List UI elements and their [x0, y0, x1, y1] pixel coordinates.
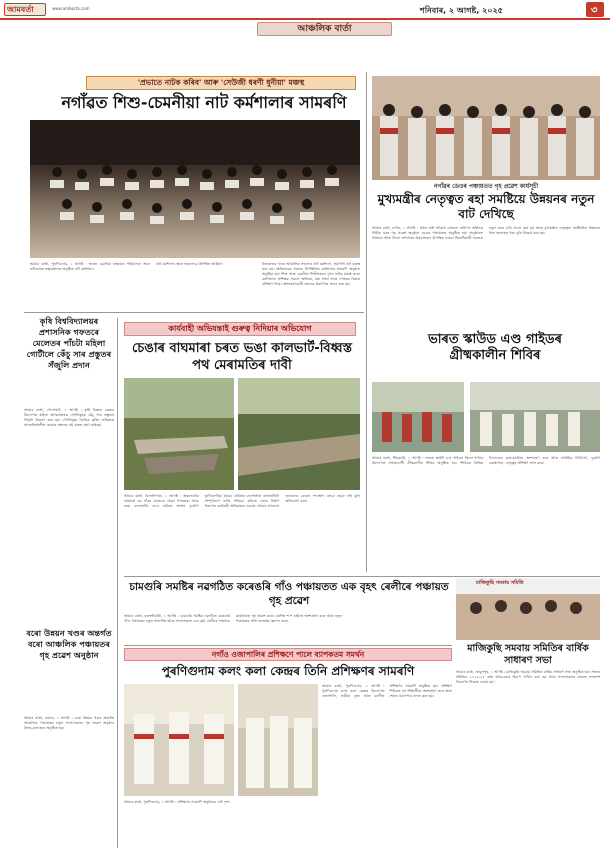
section-title: আঞ্চলিক বাৰ্তা — [257, 22, 392, 36]
scout-camp-photo — [372, 382, 464, 452]
story1-col3 — [262, 262, 360, 310]
sidebar-headline-1: কৃষি বিশ্ববিদ্যালয়ৰ প্ৰশাসনিক গফতৰে মেলেতৰ পাঁচটা মহিলা গোটীলে কেঁচু সাৰ প্ৰস্তুতৰ সঁজুলি প্ৰদান — [26, 316, 112, 370]
story1-photo — [30, 120, 360, 258]
issue-date: শনিবাৰ, ২ আগষ্ট, ২০২৫ — [420, 6, 503, 15]
story3-body — [372, 226, 600, 331]
story1-lead — [30, 262, 150, 310]
story5-headline: চামগুৰি সমষ্টিৰ নৱগঠিত কৰেঙৰি গাঁও পঞ্চায়তত এক বৃহৎ ৰেলীৰে পঞ্চায়ত গৃহ প্ৰৱেশ — [129, 581, 449, 607]
sidebar-body-1-text: আমাৰ বাৰ্তা, গোলাঘাট, ১ আগষ্ট : কৃষি বিজ্ঞান কেন্দ্ৰৰ উদ্যোগত মহিলা আত্মসহায়ক গোটসমূহক কেঁচু সাৰ প্ৰস্তুতৰ সঁজুলি বিতৰণ কৰা হয়। গোটসমূহে জৈৱিক কৃষিৰ জৰিয়তে আত্মনিৰ্ভৰশীল হোৱাৰ লক্ষ্যৰে এই প্ৰকল্প গ্ৰহণ কৰিছে। — [24, 408, 114, 428]
story6-body — [322, 684, 452, 844]
story4-photo — [372, 382, 464, 452]
story7-headline: মাজিকুছি সমবায় সমিতিৰ বাৰ্ষিক সাধাৰণ সভা — [467, 643, 589, 666]
story5-body — [124, 614, 454, 644]
masthead-contact: www.amborta.com — [52, 6, 90, 11]
story6-headline: পুৰণিগুদাম কলং কলা কেন্দ্ৰৰ তিনি প্ৰশিক্ষণৰ সামৰণি — [161, 664, 415, 678]
ojapali-photo — [124, 684, 234, 796]
story1-continued: নাট কৰ্মশালা। আৰু সকলোৱে উপস্থিত আছিল। — [156, 262, 223, 266]
story1-kicker: 'প্ৰভাতে নাটক কৰিব' আৰু 'সেউজী ধৰণী ধুনীয়া' মঞ্চস্থ — [86, 76, 356, 90]
story7-body — [456, 670, 600, 845]
story2-photo — [124, 378, 234, 490]
page-header — [0, 0, 610, 20]
page-number: ৩ — [591, 5, 598, 16]
separator-story6 — [124, 645, 452, 646]
story2-body — [124, 494, 360, 578]
story4-body-text: আমাৰ বাৰ্তা, টিহাকাৰী, ১ আগষ্ট : ভাৰত স্কাউট এণ্ড গাইডৰ জিলা শাখাৰ উদ্যোগত সপ্তাহব্যাপী গ্ৰীষ্মকালীন শিবিৰ অনুষ্ঠিত হয়। শিবিৰত বিভিন্ন বিদ্যালয়ৰ ছাত্ৰ-ছাত্ৰীয়ে অংশগ্ৰহণ কৰে আৰু প্ৰাথমিক চিকিৎসা, দুৰ্যোগ ব্যৱস্থাপনা, নেতৃত্বৰ প্ৰশিক্ষণ লাভ কৰে। — [372, 456, 600, 466]
story1-caption: আমাৰ বাৰ্তা, পুৰণিগুদাম, ১ আগষ্ট : ভাৰত চেমনীয়া ৰঙ্গমঞ্চৰ পৰিচালনা আৰু নাট্যকাৰৰ তত্বাৱধানত অনুষ্ঠিত নাট কৰ্মশালা। — [30, 262, 150, 272]
story1-col2 — [156, 262, 256, 310]
story3-body-text: আমাৰ বাৰ্তা, নগাঁও, ১ আগষ্ট : প্ৰধান মন্ত্ৰী আৱাস যোজনা গ্ৰামীণৰ অধীনত নিৰ্মিত ঘৰৰ গৃহ প্ৰৱেশ অনুষ্ঠান ডেওৰ পঞ্চায়তত অনুষ্ঠিত হয়। অনুষ্ঠানত বিধায়ক আৰু জিলা প্ৰশাসনৰ বিষয়াসকল উপস্থিত থাকে। হিতাধিকাৰী সকলক নতুন ঘৰৰ চাবি প্ৰদান কৰা হয় আৰু মুখ্যমন্ত্ৰীৰ নেতৃত্বত সমষ্টিটোত উন্নয়নৰ ধাৰা অব্যাহত থকা বুলি উল্লেখ কৰা হয়। — [372, 226, 600, 241]
separator-story5 — [124, 576, 600, 577]
story4-body — [372, 456, 600, 566]
story6-photo-2 — [238, 684, 318, 796]
separator-story1 — [24, 312, 364, 313]
story5-body-text: আমাৰ বাৰ্তা, কলংগীয়াৰী, ১ আগষ্ট : চামগুৰি সমষ্টিৰ নৱগঠিত কৰেঙৰি গাঁও পঞ্চায়তৰ নতুন সভাপতি আৰু সদস্যসকলে এক বৃহৎ ৰেলীৰে পঞ্চায়ত কাৰ্যালয়ত গৃহ প্ৰৱেশ কৰে। ৰেলীত শ শ ৰাইজে অংশগ্ৰহণ কৰে আৰু নতুন পঞ্চায়তৰ প্ৰতি শুভেচ্ছা জ্ঞাপন কৰে। — [124, 614, 342, 624]
story3-headline: মুখ্যমন্ত্ৰীৰ নেতৃত্বত ৰহা সমষ্টিয়ে উন্নয়নৰ নতুন বাট দেখিছে — [377, 192, 595, 221]
sidebar-body-2-text: আমাৰ বাৰ্তা, কামাৰ, ১ আগষ্ট : বৰো উন্নয়ন খণ্ডৰ অন্তৰ্গত আঞ্চলিক পঞ্চায়তৰ নতুন সদস্যসকলৰ গৃহ প্ৰৱেশ অনুষ্ঠান উলহ-মালহেৰে অনুষ্ঠিত হয়। — [24, 716, 114, 731]
separator-right — [366, 72, 367, 572]
story7-body-text: আমাৰ বাৰ্তা, তামুলপুৰ, ১ আগষ্ট : মাজিকুছি সমবায় সমিতিৰ বাৰ্ষিক সাধাৰণ সভা অনুষ্ঠিত হয়। সভাত সমিতিৰ ২০২৪-২৫ বৰ্ষৰ আয়-ব্যয়ৰ হিচাপ দাখিল কৰা হয় আৰু সদস্যসকলৰ মাজত লাভাংশ বিতৰণৰ সিদ্ধান্ত লোৱা হয়। — [456, 670, 600, 685]
damaged-road-photo — [238, 378, 360, 490]
story1-headline: নগাঁৱত শিশু-চেমনীয়া নাট কৰ্মশালাৰ সামৰণি — [61, 93, 347, 112]
story2-kicker: কাৰ্যবাহী অভিযন্তাই গুৰুত্ব নিদিয়াৰ অভিযোগ — [124, 322, 356, 336]
story4-photo-2 — [470, 382, 600, 452]
story2-body-text: আমাৰ বাৰ্তা, বিলাসীপাৰা, ১ আগষ্ট : অঞ্চলটোৰ বাঘমাৰা চৰ গাঁৱৰ মাজেৰে যোৱা পথছোৱা আৰু ভঙা কালভাৰ্টৰ বাবে ৰাইজে অশেষ দুৰ্ভোগ ভুগিবলগীয়া হৈছে। বাৰিষাৰ বানপানীত কালভাৰ্টটো সম্পূৰ্ণৰূপে ভাঙি পৰিছে। ৰাইজে লোক নিৰ্মাণ বিভাগৰ কাৰ্যবাহী অভিযন্তাৰ ওচৰত বহুবাৰ আবেদন জনালেও কোনো পদক্ষেপ লোৱা হোৱা নাই বুলি অভিযোগ কৰে। — [124, 494, 360, 509]
story3-kicker: নগাঁৱৰ ডেওৰ পঞ্চায়তত গৃহ প্ৰৱেশ কাৰ্যসূচী — [433, 183, 539, 190]
story6-kicker: নগাঁও ওজাপালিৰ প্ৰশিক্ষণে পালে ব্যাপকতম সমৰ্থন — [124, 648, 452, 661]
story4-headline: ভাৰত স্কাউড এণ্ড গাইডৰ গ্ৰীষ্মকালীন শিবিৰ — [428, 332, 562, 363]
masthead-title: আমবৰ্তা — [7, 5, 34, 14]
story1-body-text: নিজৰাতৰ খণ্ডৰ আঞ্চলিক সংবাদৰ নাট কৰ্মশালা, সমাপনী নাট মঞ্চস্থ কৰা হয়। অভিভাৱক সকলৰ উপস্থিতিত কৰ্মশালাৰ সামৰণি অনুষ্ঠান অনুষ্ঠিত হয়। শিশু আৰু চেমনীয়া শিল্পীসকলে দুখন নাটক মঞ্চস্থ কৰে। কৰ্মশালাত প্ৰশিক্ষক সকলে অভিনয়, মঞ্চ সজ্জা আৰু পোহৰৰ বিষয়ে প্ৰশিক্ষণ দিয়ে। অংশগ্ৰহণকাৰী সকলক প্ৰমাণপত্ৰ প্ৰদান কৰা হয়। — [262, 262, 360, 287]
sidebar-headline-2: বৰো উন্নয়ন খণ্ডৰ অন্তৰ্গত বৰো আঞ্চলিক পঞ্চায়তৰ গৃহ প্ৰৱেশ অনুষ্ঠান — [26, 628, 112, 660]
group-photo-illustration — [30, 120, 360, 258]
house-entry-photo — [372, 76, 600, 180]
story6-photo — [124, 684, 234, 796]
story2-photo-2 — [238, 378, 360, 490]
story6-caption-text: আমাৰ বাৰ্তা, পুৰণিগুদাম, ১ আগষ্ট : প্ৰশিক্ষণৰ সামৰণি অনুষ্ঠানৰ এটা দৃশ্য। — [124, 800, 231, 804]
story6-caption — [124, 800, 318, 844]
sidebar-divider — [117, 318, 118, 848]
story3-photo — [372, 76, 600, 180]
broken-culvert-photo — [124, 378, 234, 490]
story6-body-text: আমাৰ বাৰ্তা, পুৰণিগুদাম, ১ আগষ্ট : পুৰণিগুদাম কলং কলা কেন্দ্ৰৰ উদ্যোগত ওজাপালি, সত্ৰীয়া নৃত্য আৰু বৰগীত প্ৰশিক্ষণৰ সামৰণি অনুষ্ঠিত হয়। প্ৰশিক্ষণ শিবিৰত বহু শিক্ষাৰ্থীয়ে অংশগ্ৰহণ কৰে আৰু শেষত প্ৰমাণপত্ৰ প্ৰদান কৰা হয়। — [322, 684, 452, 699]
sidebar-body-2 — [24, 716, 114, 846]
story7-banner: মাজিকুছি সমবায় সমিতি — [476, 580, 524, 586]
training-photo — [238, 684, 318, 796]
sidebar-body-1 — [24, 408, 114, 623]
scout-group-photo — [470, 382, 600, 452]
story2-headline: চেঙাৰ বাঘমাৰা চৰত ভঙা কালভাৰ্ট-বিধ্বস্ত পথ মেৰামতিৰ দাবী — [132, 341, 352, 373]
